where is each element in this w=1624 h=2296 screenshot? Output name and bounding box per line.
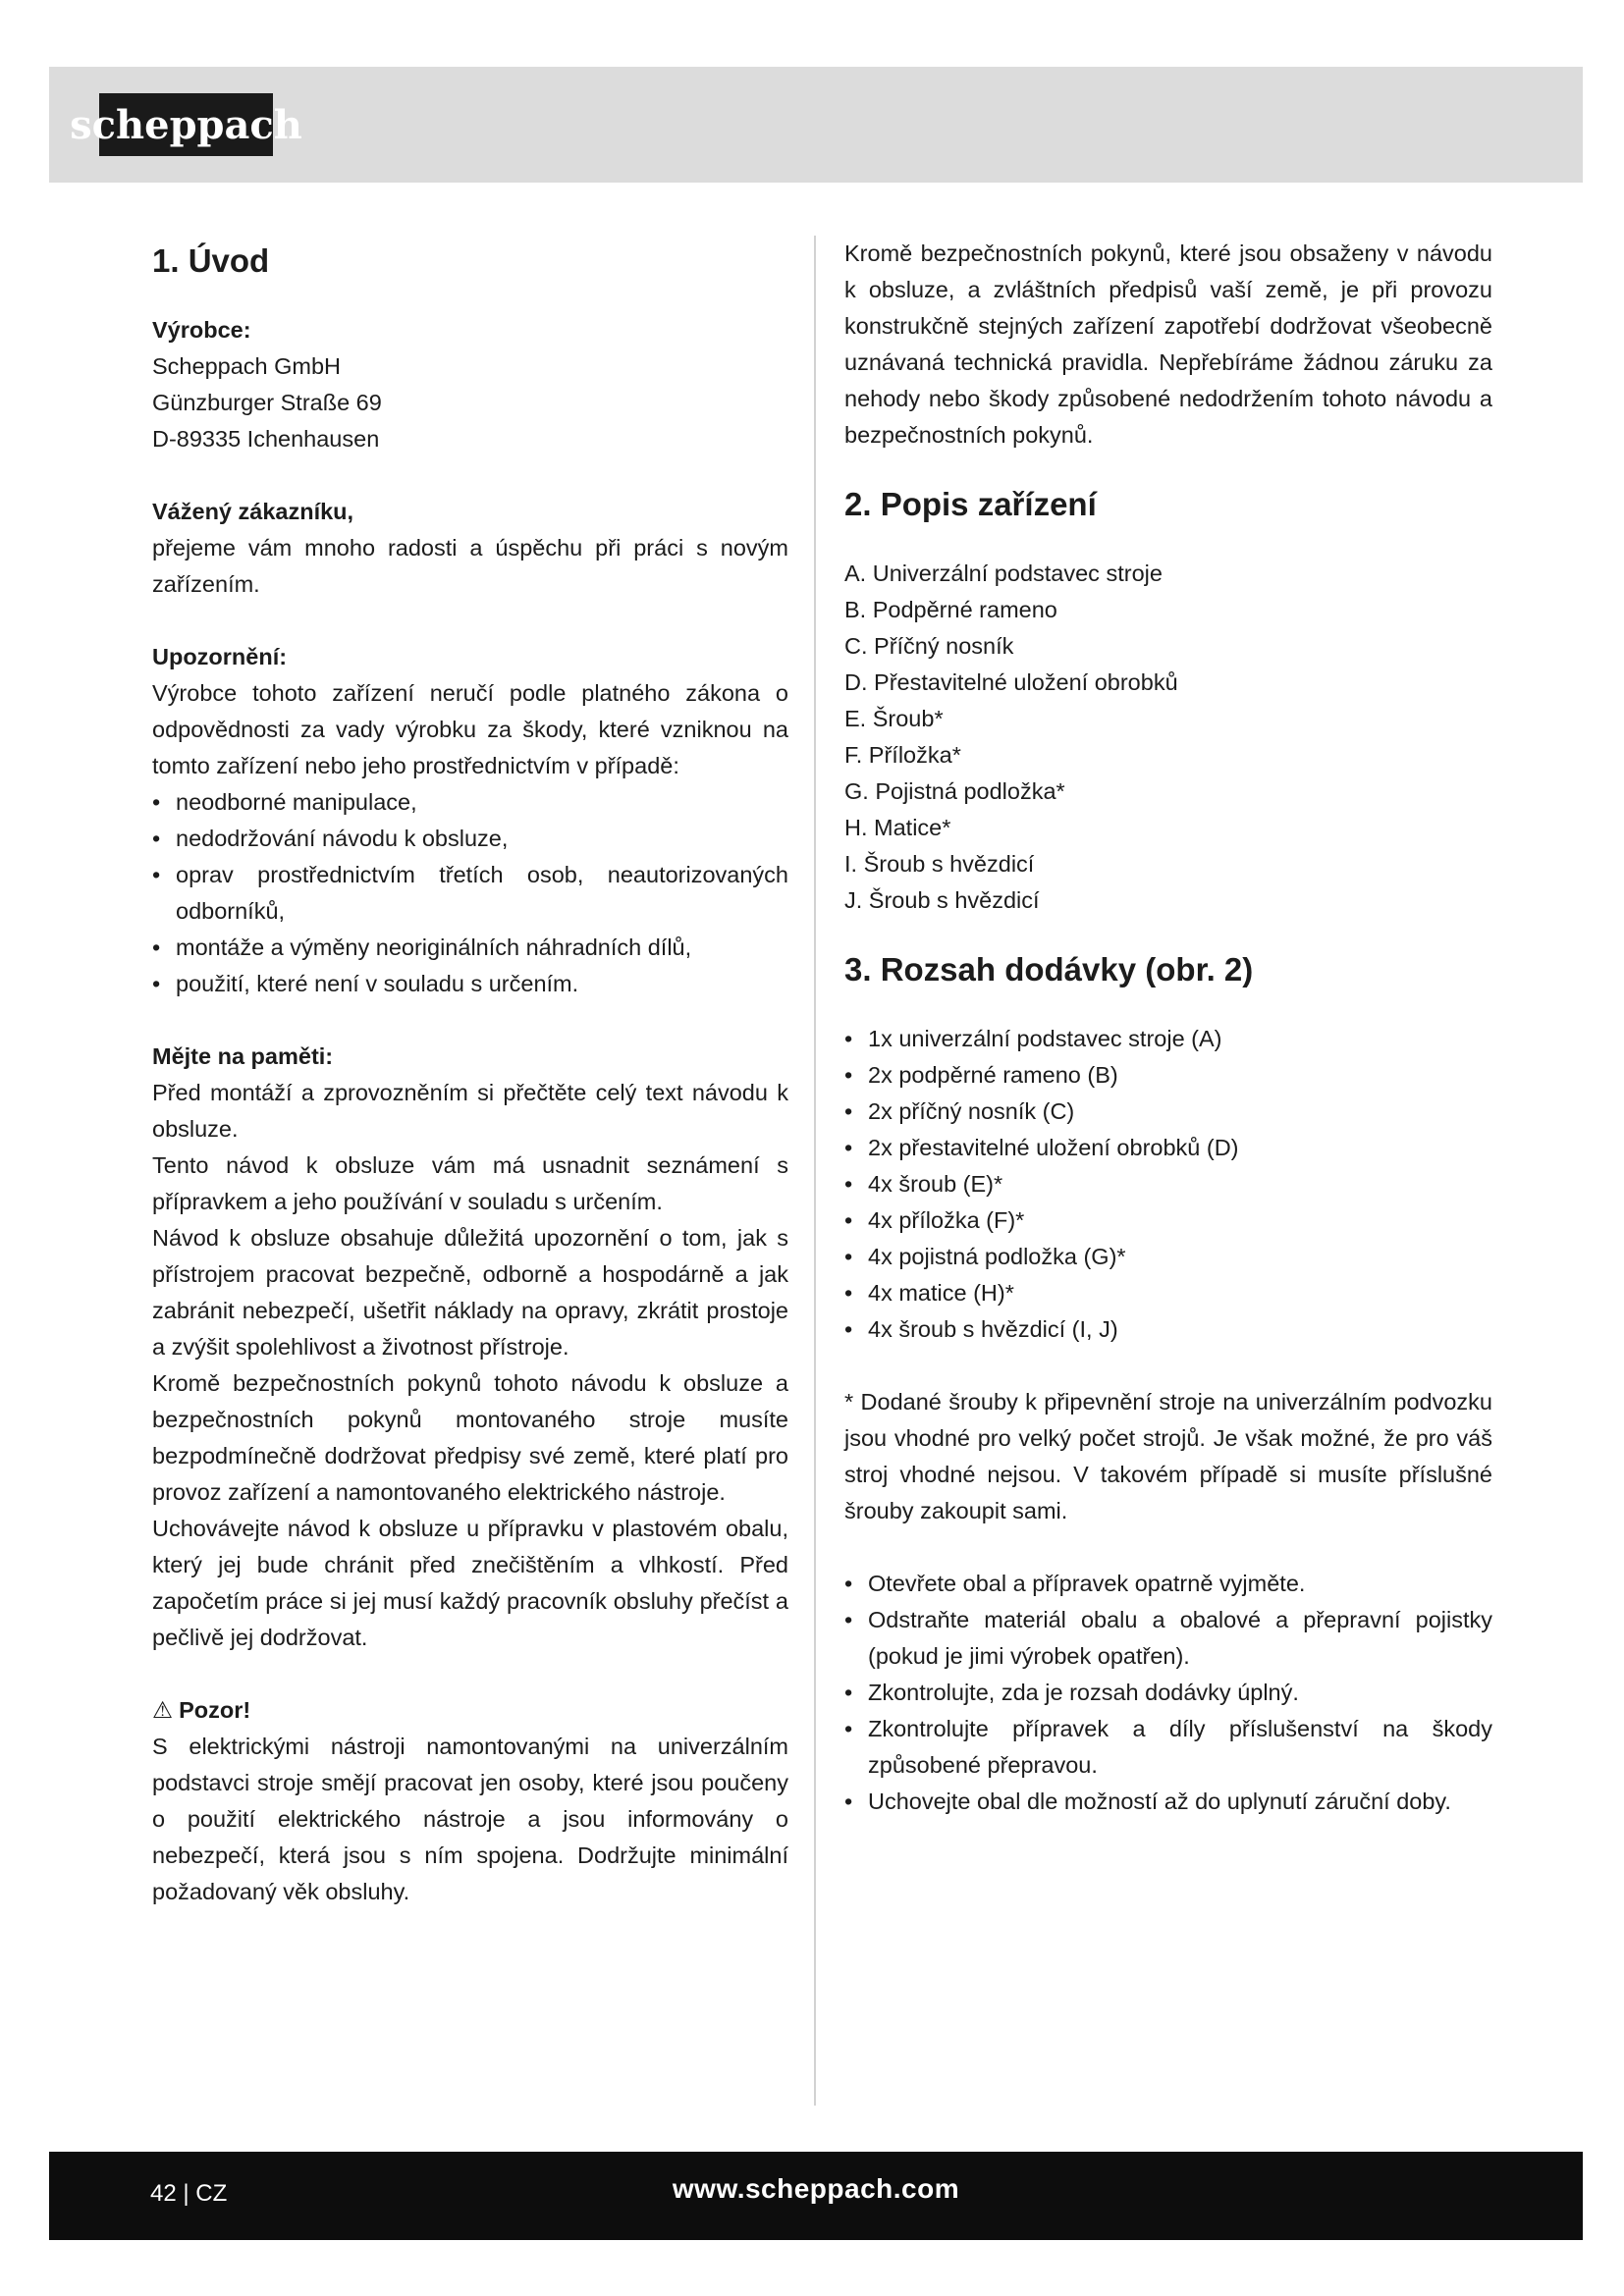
list-item: • 4x šroub s hvězdicí (I, J) <box>844 1311 1492 1348</box>
list-item: • 2x přestavitelné uložení obrobků (D) <box>844 1130 1492 1166</box>
list-item: I. Šroub s hvězdicí <box>844 851 1035 877</box>
list-item: • Zkontrolujte přípravek a díly příslušenství na škody způsobené přepravou. <box>844 1711 1492 1784</box>
list-item: H. Matice* <box>844 815 951 840</box>
remember-paragraph-4: Kromě bezpečnostních pokynů tohoto návodu k obsluze a bezpečnostních pokynů montovaného stroje musíte bezpodmínečně dodržovat předpisy své země, které platí pro provoz zařízení a namontovaného elektrického nástroje. <box>152 1370 788 1505</box>
warning-triangle-icon: ⚠ <box>152 1697 174 1723</box>
list-item: • montáže a výměny neoriginálních náhradních dílů, <box>152 930 788 966</box>
list-item: • 1x univerzální podstavec stroje (A) <box>844 1021 1492 1057</box>
list-item: D. Přestavitelné uložení obrobků <box>844 669 1178 695</box>
customer-text: přejeme vám mnoho radosti a úspěchu při práci s novým zařízením. <box>152 535 788 597</box>
list-item: • 4x šroub (E)* <box>844 1166 1492 1202</box>
list-item: • Zkontrolujte, zda je rozsah dodávky úplný. <box>844 1675 1492 1711</box>
list-item: F. Příložka* <box>844 742 961 768</box>
notice-text: Výrobce tohoto zařízení neručí podle platného zákona o odpovědnosti za vady výrobku za škody, které vzniknou na tomto zařízení nebo jeho prostřednictvím v případě: <box>152 680 788 778</box>
list-item: G. Pojistná podložka* <box>844 778 1065 804</box>
manufacturer-line-3: D-89335 Ichenhausen <box>152 426 380 452</box>
list-item: • 4x příložka (F)* <box>844 1202 1492 1239</box>
customer-label: Vážený zákazníku, <box>152 499 354 524</box>
remember-paragraph-1: Před montáží a zprovozněním si přečtěte celý text návodu k obsluze. <box>152 1080 788 1142</box>
right-column <box>844 236 1492 1820</box>
list-item: B. Podpěrné rameno <box>844 597 1057 622</box>
list-item: • oprav prostřednictvím třetích osob, neautorizovaných odborníků, <box>152 857 788 930</box>
caution-label: Pozor! <box>179 1697 251 1723</box>
section-3-title: 3. Rozsah dodávky (obr. 2) <box>844 951 1254 988</box>
left-column <box>152 236 788 1910</box>
remember-label: Mějte na paměti: <box>152 1043 334 1069</box>
list-item: • 2x příčný nosník (C) <box>844 1094 1492 1130</box>
section-1-title: 1. Úvod <box>152 242 270 279</box>
page-number: 42 | CZ <box>150 2180 228 2207</box>
list-item: E. Šroub* <box>844 706 944 731</box>
manufacturer-label: Výrobce: <box>152 317 251 343</box>
list-item: • 4x matice (H)* <box>844 1275 1492 1311</box>
delivery-list <box>844 1021 1492 1348</box>
manufacturer-line-2: Günzburger Straße 69 <box>152 390 382 415</box>
parts-list <box>844 556 1492 919</box>
footnote: * Dodané šrouby k připevnění stroje na univerzálním podvozku jsou vhodné pro velký počet strojů. Je však možné, že pro váš stroj vhodné nejsou. V takovém případě si musíte příslušné šrouby zakoupit sami. <box>844 1389 1492 1523</box>
notice-list <box>152 784 788 1002</box>
caution-heading <box>152 1692 788 1729</box>
list-item: J. Šroub s hvězdicí <box>844 887 1040 913</box>
list-item: • nedodržování návodu k obsluze, <box>152 821 788 857</box>
list-item: • 2x podpěrné rameno (B) <box>844 1057 1492 1094</box>
list-item: • Uchovejte obal dle možností až do uplynutí záruční doby. <box>844 1784 1492 1820</box>
list-item: • 4x pojistná podložka (G)* <box>844 1239 1492 1275</box>
remember-paragraph-3: Návod k obsluze obsahuje důležitá upozornění o tom, jak s přístrojem pracovat bezpečně, odborně a hospodárně a jak zabránit nebezpečí, ušetřit náklady na opravy, zkrátit prostoje a zvýšit spolehlivost a životnost přístroje. <box>152 1225 788 1360</box>
website-url: www.scheppach.com <box>672 2173 960 2204</box>
list-item: • Otevřete obal a přípravek opatrně vyjměte. <box>844 1566 1492 1602</box>
scheppach-logo: scheppach <box>99 93 273 156</box>
manufacturer-line-1: Scheppach GmbH <box>152 353 342 379</box>
page-footer <box>49 2152 1583 2240</box>
list-item: C. Příčný nosník <box>844 633 1014 659</box>
list-item: A. Univerzální podstavec stroje <box>844 561 1163 586</box>
page-header <box>49 67 1583 183</box>
section-2-title: 2. Popis zařízení <box>844 486 1097 522</box>
caution-text: S elektrickými nástroji namontovanými na univerzálním podstavci stroje smějí pracovat jen osoby, které jsou poučeny o použití elektrického nástroje a jsou informovány o nebezpečí, která jsou s ním spojena. Dodržujte minimální požadovaný věk obsluhy. <box>152 1734 788 1904</box>
notice-label: Upozornění: <box>152 644 288 669</box>
remember-paragraph-5: Uchovávejte návod k obsluze u přípravku v plastovém obalu, který jej bude chránit před znečištěním a vlhkostí. Před započetím práce si jej musí každý pracovník obsluhy přečíst a pečlivě jej dodržovat. <box>152 1516 788 1650</box>
list-item: • použití, které není v souladu s určením. <box>152 966 788 1002</box>
remember-paragraph-2: Tento návod k obsluze vám má usnadnit seznámení s přípravkem a jeho používání v souladu s určením. <box>152 1152 788 1214</box>
column-divider <box>814 236 816 2106</box>
steps-list <box>844 1566 1492 1820</box>
intro-text: Kromě bezpečnostních pokynů, které jsou obsaženy v návodu k obsluze, a zvláštních předpisů vaší země, je při provozu konstrukčně stejných zařízení zapotřebí dodržovat všeobecně uznávaná technická pravidla. Nepřebíráme žádnou záruku za nehody nebo škody způsobené nedodržením tohoto návodu a bezpečnostních pokynů. <box>844 240 1492 448</box>
list-item: • neodborné manipulace, <box>152 784 788 821</box>
list-item: • Odstraňte materiál obalu a obalové a přepravní pojistky (pokud je jimi výrobek opatřen). <box>844 1602 1492 1675</box>
